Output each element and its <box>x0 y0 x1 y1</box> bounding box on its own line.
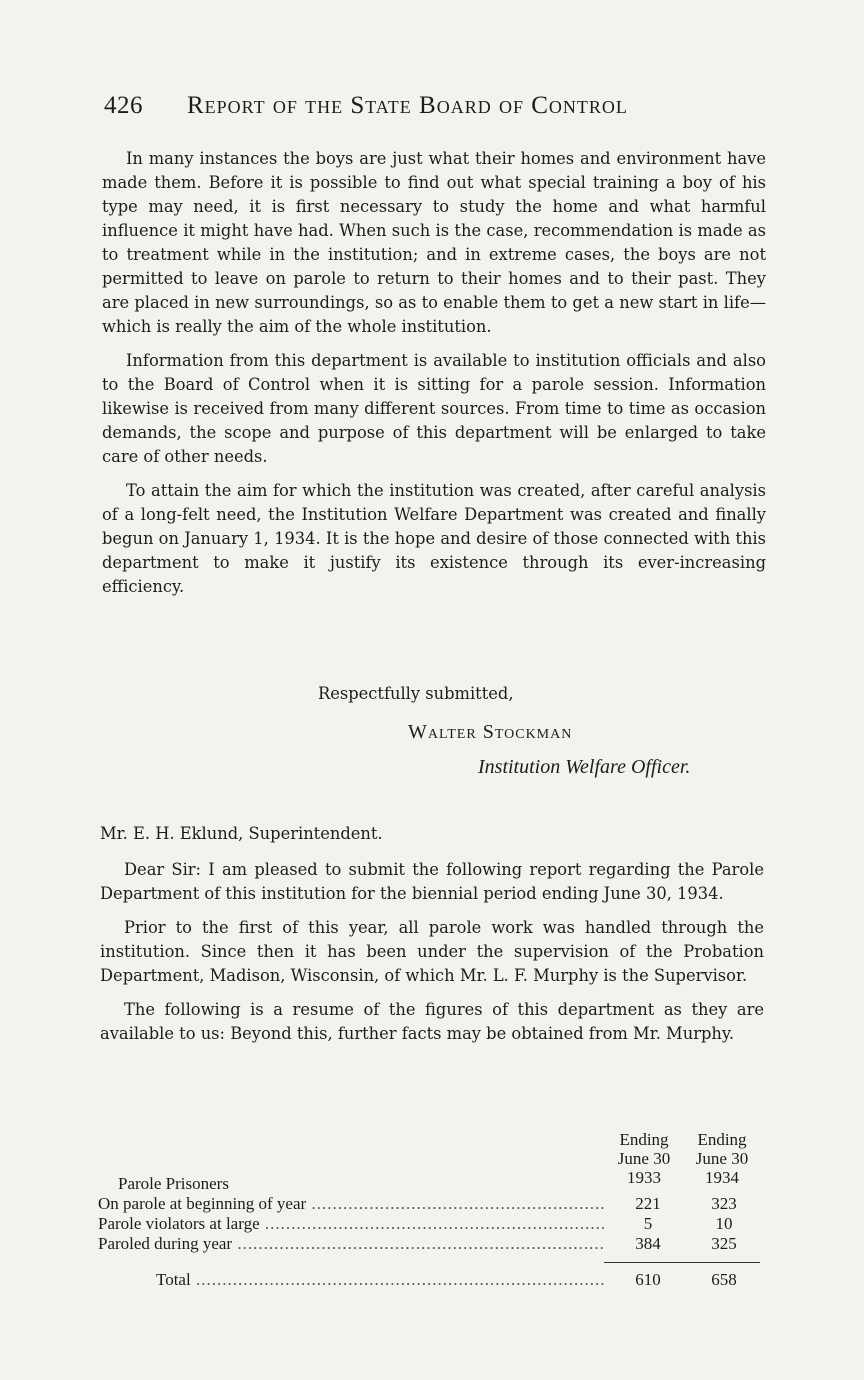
paragraph: To attain the aim for which the institution was created, after careful analysis of a long-felt need, the Institution Welfare Department was created and finally begun on January 1, 1934. It is the hope and desire of those connected with this department to make it justify its existence through its ever-increasing efficiency. <box>102 481 766 596</box>
welfare-report-text <box>102 147 766 609</box>
value-1934: 323 <box>711 1194 737 1213</box>
total-1934: 658 <box>711 1270 737 1289</box>
value-1934: 10 <box>715 1214 733 1233</box>
signer-title: Institution Welfare Officer. <box>478 756 691 778</box>
value-1933: 384 <box>635 1234 661 1253</box>
row-label: Paroled during year ..... <box>98 1234 606 1254</box>
page-header <box>104 92 628 120</box>
row-label: Parole violators at large ..... <box>98 1214 606 1234</box>
paragraph: Dear Sir: I am pleased to submit the following report regarding the Parole Department of this institution for the biennial period ending June 30, 1934. <box>100 860 764 903</box>
column-header-1934: Ending June 30 1934 <box>695 1130 749 1187</box>
value-1934: 325 <box>711 1234 737 1253</box>
parole-report-text <box>100 822 764 1056</box>
total-label: Total ..... <box>156 1270 606 1290</box>
paragraph: The following is a resume of the figures of this department as they are available to us: Beyond this, further facts may be obtained from Mr. Murphy. <box>100 1000 764 1043</box>
column-header-1933: Ending June 30 1933 <box>617 1130 671 1187</box>
salutation-line: Mr. E. H. Eklund, Superintendent. <box>100 824 383 843</box>
running-title: Report of the State Board of Control <box>187 92 628 119</box>
table-row <box>98 1234 764 1254</box>
paragraph: Information from this department is available to institution officials and also to the Board of Control when it is sitting for a parole session. Information likewise is received from many different sources. From time to time as occasion demands, the scope and purpose of this department will be enlarged to take care of other needs. <box>102 351 766 466</box>
value-1933: 5 <box>643 1214 653 1233</box>
section-label: Parole Prisoners <box>118 1174 229 1193</box>
page-number: 426 <box>104 92 143 119</box>
row-label: On parole at beginning of year ..... <box>98 1194 606 1214</box>
signer-name: Walter Stockman <box>408 721 573 743</box>
table-row <box>98 1194 764 1214</box>
value-1933: 221 <box>635 1194 661 1213</box>
closing-line: Respectfully submitted, <box>318 684 514 703</box>
paragraph: Prior to the first of this year, all parole work was handled through the institution. Since then it has been under the supervision of the Probation Department, Madison, Wisconsin, of which Mr. L. F. Murphy is the Supervisor. <box>100 918 764 985</box>
total-rule <box>604 1262 760 1263</box>
table-row <box>98 1214 764 1234</box>
paragraph: In many instances the boys are just what their homes and environment have made them. Before it is possible to find out what special training a boy of his type may need, it is first necessary to study the home and what harmful influence it might have had. When such is the case, recommendation is made as to treatment while in the institution; and in extreme cases, the boys are not permitted to leave on parole to return to their homes and to their past. They are placed in new surroundings, so as to enable them to get a new start in life—which is really the aim of the whole institution. <box>102 149 766 336</box>
total-1933: 610 <box>635 1270 661 1289</box>
total-row <box>98 1270 764 1290</box>
